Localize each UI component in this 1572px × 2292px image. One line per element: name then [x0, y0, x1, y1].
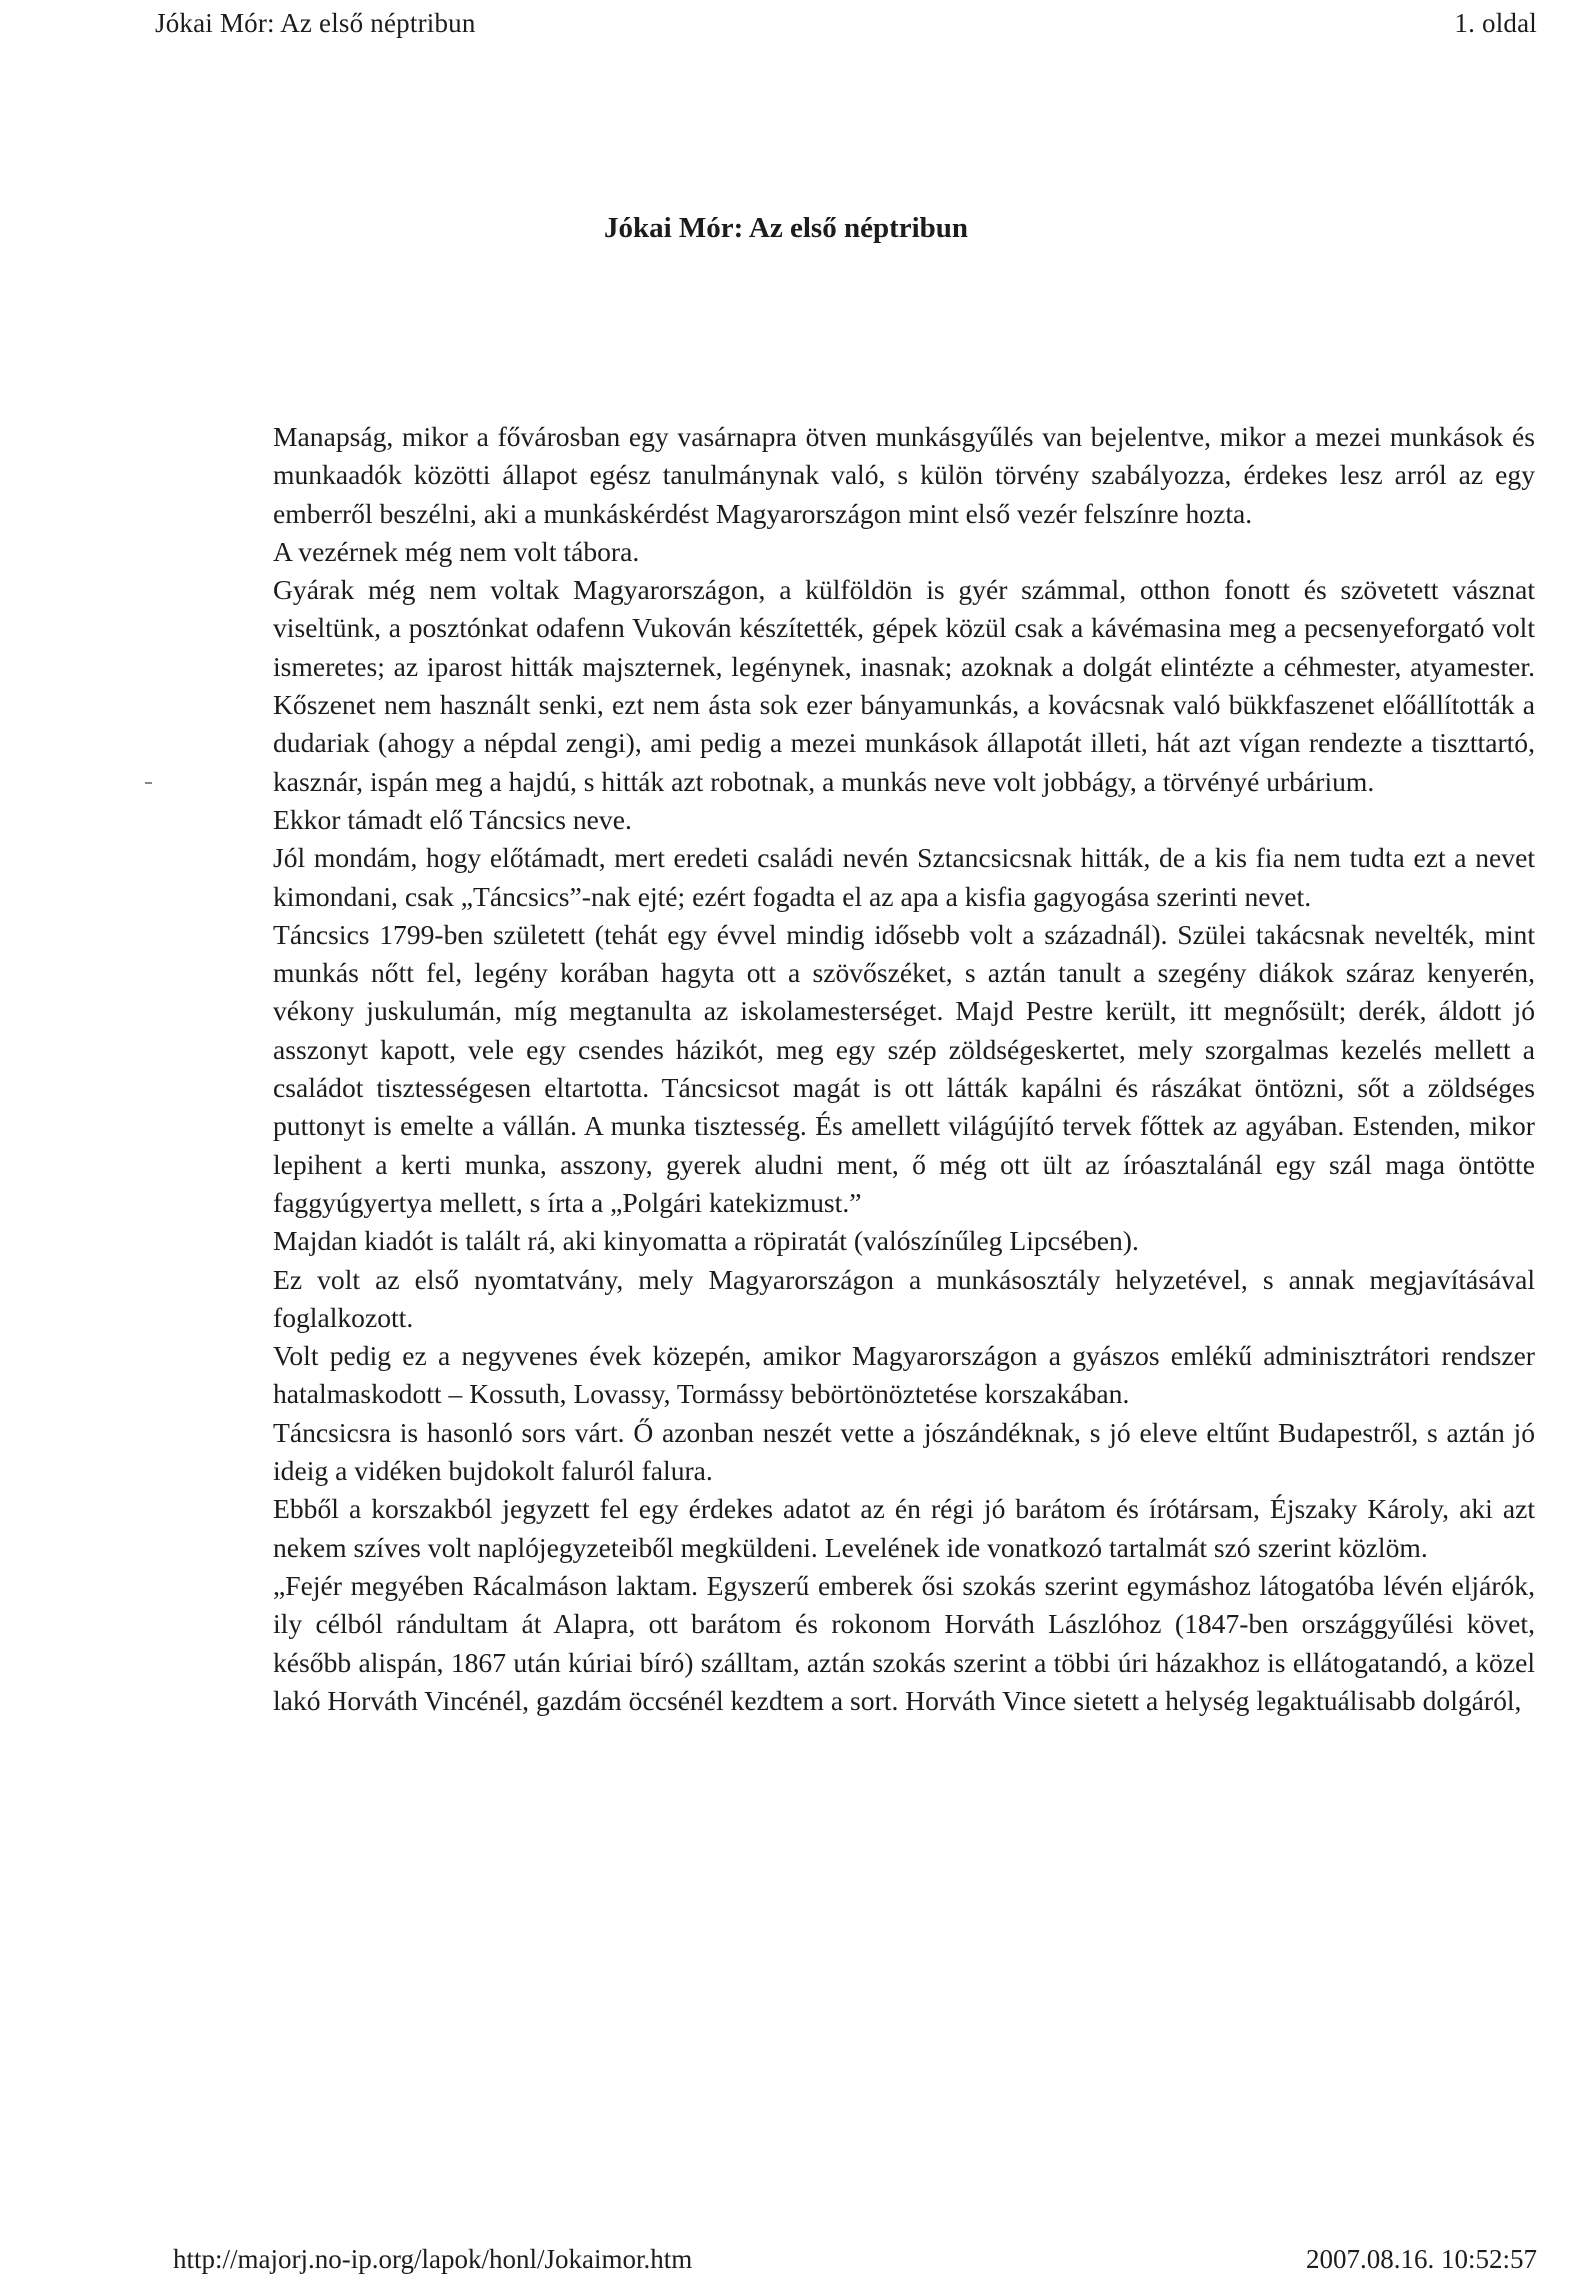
- paragraph: Volt pedig ez a negyvenes évek közepén, amikor Magyarországon a gyászos emlékű adminisztrátori rendszer hatalmaskodott – Kossuth, Lovassy, Tormássy bebörtönöztetése korszakában.: [273, 1340, 1535, 1410]
- paragraph: Ebből a korszakból jegyzett fel egy érdekes adatot az én régi jó barátom és írótársam, Éjszaky Károly, aki azt nekem szíves volt naplójegyzeteiből megküldeni. Levelének ide vonatkozó tartalmát szó szerint közlöm.: [273, 1493, 1535, 1563]
- paragraph: Gyárak még nem voltak Magyarországon, a külföldön is gyér számmal, otthon fonott és szövetett vásznat viseltünk, a posztónkat odafenn Vukován készítették, gépek közül csak a kávémasina meg a pecsenyeforgató volt ismeretes; az iparost hitták majszternek, legénynek, inasnak; azoknak a dolgát elintézte a céhmester, atyamester. Kőszenet nem használt senki, ezt nem ásta sok ezer bányamunkás, a kovácsnak való bükkfaszenet előállították a dudariak (ahogy a népdal zengi), ami pedig a mezei munkások állapotát illeti, hát azt vígan rendezte a tiszttartó, kasznár, ispán meg a hajdú, s hitták azt robotnak, a munkás neve volt jobbágy, a törvényé urbárium.: [273, 574, 1535, 797]
- margin-mark: [145, 782, 152, 784]
- header-page-number: 1. oldal: [1454, 8, 1537, 38]
- paragraph: Ekkor támadt elő Táncsics neve.: [273, 803, 632, 835]
- body-text: [273, 418, 1535, 1720]
- paragraph: Majdan kiadót is talált rá, aki kinyomatta a röpiratát (valószínűleg Lipcsében).: [273, 1225, 1139, 1257]
- paragraph: Táncsics 1799-ben született (tehát egy évvel mindig idősebb volt a századnál). Szülei takácsnak nevelték, mint munkás nőtt fel, legény korában hagyta ott a szövőszéket, s aztán tanult a szegény diákok száraz kenyerén, vékony juskulumán, míg megtanulta az iskolamesterséget. Majd Pestre került, itt megnősült; derék, áldott jó asszonyt kapott, vele egy csendes házikót, meg egy szép zöldségeskertet, mely szorgalmas kezelés mellett a családot tisztességesen eltartotta. Táncsicsot magát is ott látták kapálni és rászákat öntözni, sőt a zöldséges puttonyt is emelte a vállán. A munka tisztesség. És amellett világújító tervek főttek az agyában. Estenden, mikor lepihent a kerti munka, asszony, gyerek aludni ment, ő még ott ült az íróasztalánál egy szál maga öntötte faggyúgyertya mellett, s írta a „Polgári katekizmust.”: [273, 918, 1535, 1218]
- paragraph: Manapság, mikor a fővárosban egy vasárnapra ötven munkásgyűlés van bejelentve, mikor a mezei munkások és munkaadók közötti állapot egész tanulmánynak való, s külön törvény szabályozza, érdekes lesz arról az egy emberről beszélni, aki a munkáskérdést Magyarországon mint első vezér felszínre hozta.: [273, 421, 1535, 529]
- running-footer: [173, 2244, 1537, 2275]
- paragraph: Jól mondám, hogy előtámadt, mert eredeti családi nevén Sztancsicsnak hitták, de a kis fia nem tudta ezt a nevet kimondani, csak „Táncsics”-nak ejté; ezért fogadta el az apa a kisfia gagyogása szerinti nevet.: [273, 842, 1535, 912]
- document-title: Jókai Mór: Az első néptribun: [603, 212, 969, 244]
- paragraph: Táncsicsra is hasonló sors várt. Ő azonban neszét vette a jószándéknak, s jó eleve eltűnt Budapestről, s aztán jó ideig a vidéken bujdokolt faluról falura.: [273, 1416, 1535, 1487]
- header-title: Jókai Mór: Az első néptribun: [155, 8, 476, 38]
- paragraph: A vezérnek még nem volt tábora.: [273, 535, 640, 567]
- footer-timestamp: 2007.08.16. 10:52:57: [1305, 2244, 1537, 2274]
- footer-url: http://majorj.no-ip.org/lapok/honl/Jokaimor.htm: [173, 2244, 693, 2274]
- paragraph: „Fejér megyében Rácalmáson laktam. Egyszerű emberek ősi szokás szerint egymáshoz látogatóba lévén eljárók, ily célból rándultam át Alapra, ott barátom és rokonom Horváth Lászlóhoz (1847-ben országgyűlési követ, később alispán, 1867 után kúriai bíró) szálltam, aztán szokás szerint a többi úri házakhoz is ellátogatandó, a közel lakó Horváth Vincénél, gazdám öccsénél kezdtem a sort. Horváth Vince sietett a helység legaktuálisabb dolgáról,: [273, 1569, 1535, 1716]
- running-header: [155, 8, 1537, 39]
- paragraph: Ez volt az első nyomtatvány, mely Magyarországon a munkásosztály helyzetével, s annak megjavításával foglalkozott.: [273, 1263, 1535, 1333]
